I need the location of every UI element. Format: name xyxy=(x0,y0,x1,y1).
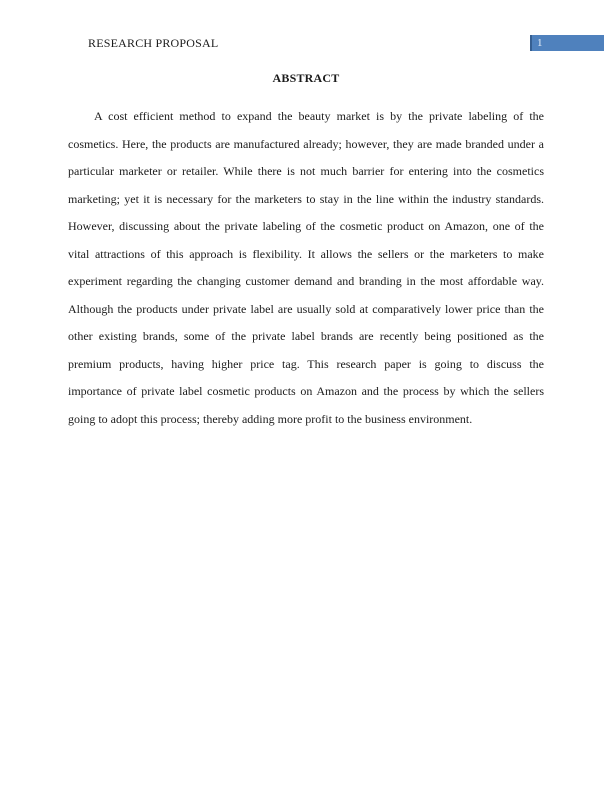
paragraph-line: premium products, having higher price tag. This research paper is going to discuss the xyxy=(68,356,544,371)
abstract-heading: ABSTRACT xyxy=(272,71,340,85)
paragraph-line: going to adopt this process; thereby adding more profit to the business environment. xyxy=(68,411,473,426)
page-number: 1 xyxy=(537,37,543,49)
paragraph-line: other existing brands, some of the private label brands are recently being positioned as the xyxy=(68,329,544,343)
paragraph-line: vital attractions of this approach is flexibility. It allows the sellers or the marketers to make xyxy=(68,246,544,261)
paragraph-line: A cost efficient method to expand the beauty market is by the private labeling of the xyxy=(94,109,544,123)
paragraph-line: However, discussing about the private labeling of the cosmetic product on Amazon, one of the xyxy=(68,219,544,233)
paragraph-line: particular marketer or retailer. While there is not much barrier for entering into the cosmetics xyxy=(68,164,544,178)
running-head: RESEARCH PROPOSAL xyxy=(88,36,219,50)
paragraph-line: Although the products under private label are usually sold at comparatively lower price than the xyxy=(68,301,544,316)
abstract-paragraph xyxy=(68,103,544,433)
paragraph-line: cosmetics. Here, the products are manufactured already; however, they are made branded under a xyxy=(68,136,544,151)
paragraph-line: importance of private label cosmetic products on Amazon and the process by which the sellers xyxy=(68,384,544,398)
page-number-badge xyxy=(530,35,604,51)
paragraph-line: marketing; yet it is necessary for the marketers to stay in the line within the industry standards. xyxy=(68,191,544,206)
paragraph-line: experiment regarding the changing customer demand and branding in the most affordable way. xyxy=(68,274,544,288)
